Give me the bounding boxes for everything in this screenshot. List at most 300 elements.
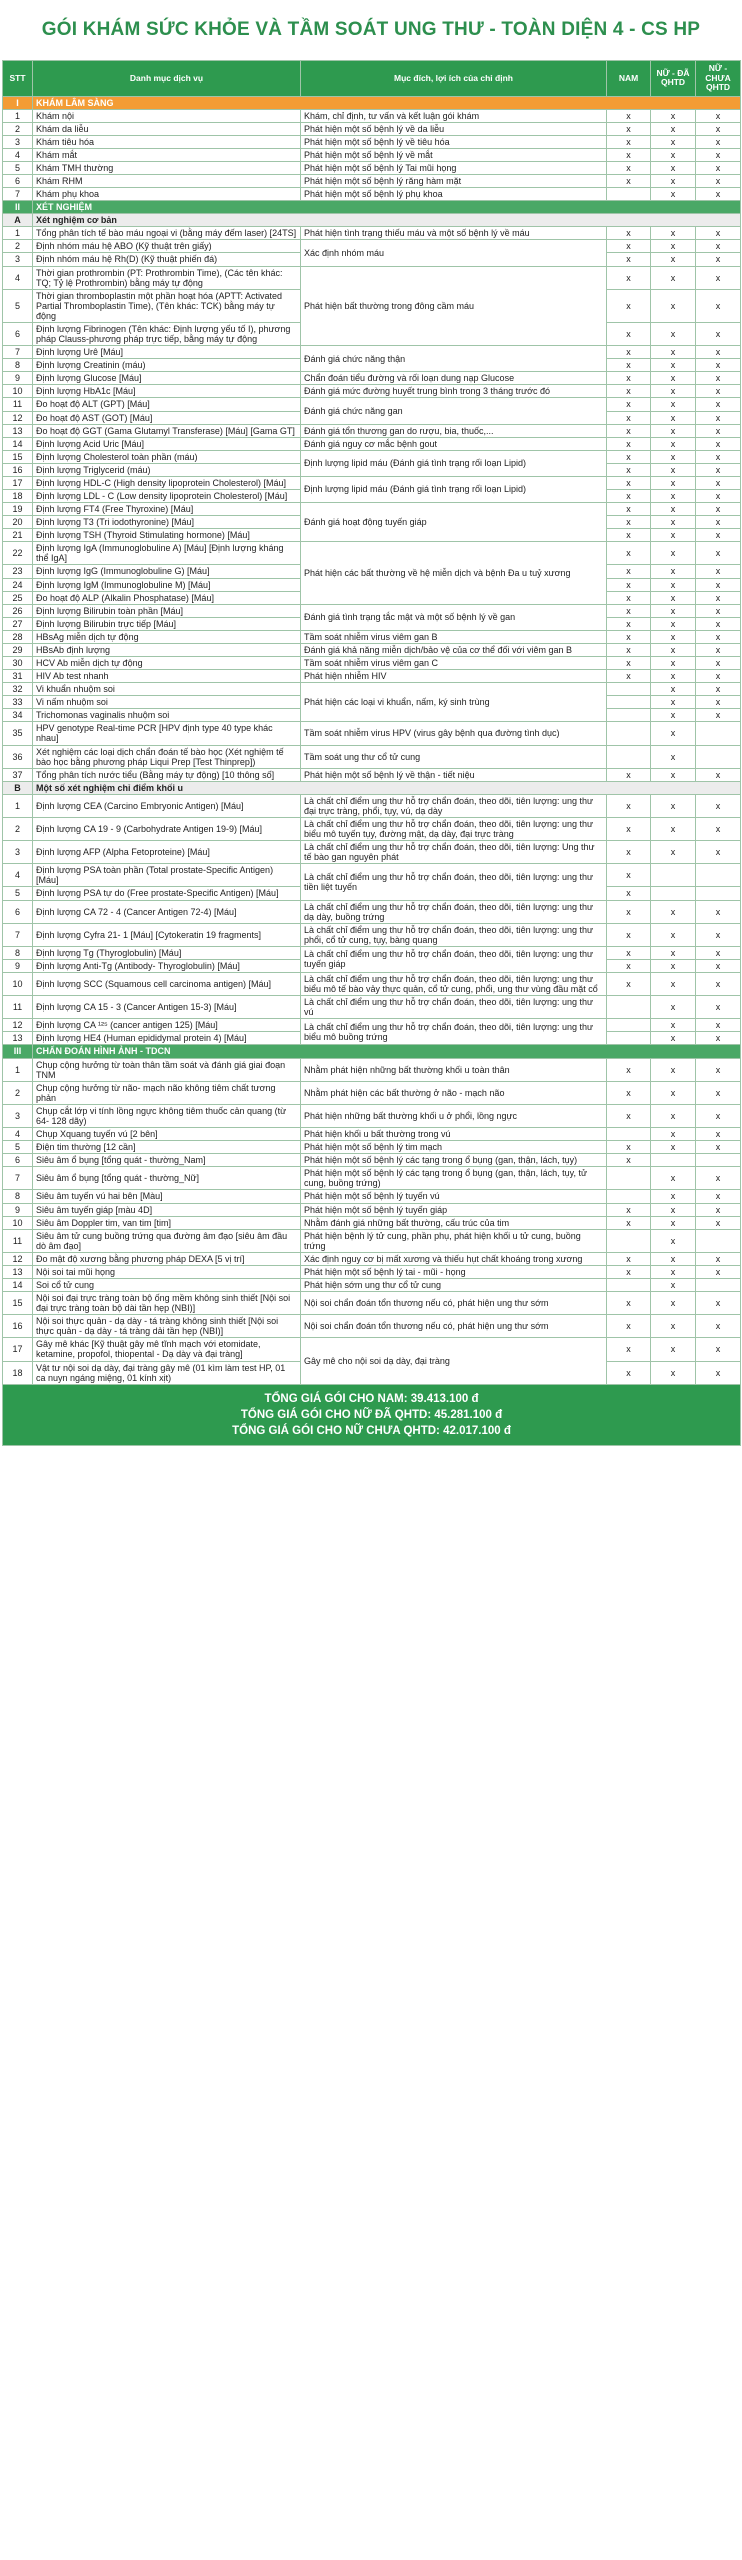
table-row bbox=[3, 227, 741, 240]
service-purpose: Tầm soát ung thư cổ tử cung bbox=[301, 745, 607, 768]
mark-nu-da-qhtd: x bbox=[651, 266, 696, 289]
table-row bbox=[3, 503, 741, 516]
mark-nu-chua-qhtd: x bbox=[696, 900, 741, 923]
mark-nu-da-qhtd: x bbox=[651, 542, 696, 565]
service-name: Khám TMH thường bbox=[33, 161, 301, 174]
service-purpose: Phát hiện sớm ung thư cổ tử cung bbox=[301, 1278, 607, 1291]
mark-nam: x bbox=[607, 946, 651, 959]
service-purpose: Là chất chỉ điểm ung thư hỗ trợ chẩn đoán, theo dõi, tiên lượng: Ung thư tế bào gan nguyên phát bbox=[301, 841, 607, 864]
row-number: 7 bbox=[3, 1167, 33, 1190]
service-name: Tổng phân tích tế bào máu ngoại vi (bằng máy đếm laser) [24TS] bbox=[33, 227, 301, 240]
table-row bbox=[3, 1203, 741, 1216]
table-row bbox=[3, 604, 741, 617]
table-row bbox=[3, 1292, 741, 1315]
service-purpose: Nội soi chẩn đoán tổn thương nếu có, phát hiện ung thư sớm bbox=[301, 1315, 607, 1338]
table-row bbox=[3, 1338, 741, 1361]
mark-nu-da-qhtd: x bbox=[651, 683, 696, 696]
mark-nu-da-qhtd: x bbox=[651, 424, 696, 437]
table-row bbox=[3, 346, 741, 359]
row-number: 29 bbox=[3, 643, 33, 656]
service-name: Xét nghiệm các loại dịch chẩn đoán tế bào học (Xét nghiệm tế bào học bằng phương pháp Liqui Prep [Test Thinprep]) bbox=[33, 745, 301, 768]
mark-nu-chua-qhtd: x bbox=[696, 683, 741, 696]
mark-nu-chua-qhtd: x bbox=[696, 516, 741, 529]
service-name: Định nhóm máu hệ Rh(D) (Kỹ thuật phiến đá) bbox=[33, 253, 301, 266]
mark-nam: x bbox=[607, 604, 651, 617]
row-number: 9 bbox=[3, 372, 33, 385]
row-number: 9 bbox=[3, 959, 33, 972]
service-purpose: Phát hiện một số bệnh lý về da liễu bbox=[301, 122, 607, 135]
mark-nu-chua-qhtd: x bbox=[696, 617, 741, 630]
mark-nam: x bbox=[607, 1292, 651, 1315]
service-name: Siêu âm tuyến vú hai bên [Màu] bbox=[33, 1190, 301, 1203]
table-row bbox=[3, 818, 741, 841]
mark-nu-da-qhtd: x bbox=[651, 1265, 696, 1278]
mark-nu-da-qhtd: x bbox=[651, 398, 696, 411]
table-row bbox=[3, 1167, 741, 1190]
mark-nu-chua-qhtd: x bbox=[696, 1216, 741, 1229]
mark-nu-da-qhtd: x bbox=[651, 946, 696, 959]
mark-nu-da-qhtd: x bbox=[651, 578, 696, 591]
section-number: B bbox=[3, 781, 33, 794]
service-name: Đo hoạt độ ALT (GPT) [Máu] bbox=[33, 398, 301, 411]
mark-nu-da-qhtd: x bbox=[651, 768, 696, 781]
mark-nu-da-qhtd: x bbox=[651, 1058, 696, 1081]
service-name: Định lượng IgA (Immunoglobuline A) [Máu] [Định lượng kháng thể IgA] bbox=[33, 542, 301, 565]
mark-nam: x bbox=[607, 794, 651, 817]
table-row bbox=[3, 398, 741, 411]
mark-nu-chua-qhtd: x bbox=[696, 1104, 741, 1127]
mark-nu-chua-qhtd: x bbox=[696, 109, 741, 122]
service-name: Định lượng IgG (Immunoglobuline G) [Máu] bbox=[33, 565, 301, 578]
mark-nu-chua-qhtd: x bbox=[696, 148, 741, 161]
mark-nu-chua-qhtd: x bbox=[696, 175, 741, 188]
mark-nam: x bbox=[607, 578, 651, 591]
service-name: Chụp cộng hưởng từ toàn thân tầm soát và đánh giá giai đoạn TNM bbox=[33, 1058, 301, 1081]
row-number: 17 bbox=[3, 476, 33, 489]
service-purpose: Đánh giá tổn thương gan do rượu, bia, thuốc,... bbox=[301, 424, 607, 437]
mark-nam: x bbox=[607, 768, 651, 781]
service-purpose: Phát hiện một số bệnh lý về mắt bbox=[301, 148, 607, 161]
mark-nu-chua-qhtd: x bbox=[696, 818, 741, 841]
mark-nu-da-qhtd: x bbox=[651, 745, 696, 768]
service-table bbox=[2, 60, 741, 1446]
service-purpose: Phát hiện bất thường trong đông cầm máu bbox=[301, 266, 607, 346]
service-purpose: Phát hiện một số bệnh lý răng hàm mặt bbox=[301, 175, 607, 188]
mark-nam: x bbox=[607, 643, 651, 656]
mark-nu-da-qhtd: x bbox=[651, 489, 696, 502]
mark-nu-da-qhtd: x bbox=[651, 841, 696, 864]
service-name: Nội soi thực quản - dạ dày - tá tràng không sinh thiết [Nội soi thực quản - dạ dày - tá tràng dải tần hẹp (NBI)] bbox=[33, 1315, 301, 1338]
service-name: Siêu âm Doppler tim, van tim [tim] bbox=[33, 1216, 301, 1229]
mark-nam: x bbox=[607, 900, 651, 923]
row-number: 33 bbox=[3, 696, 33, 709]
service-name: Đo hoạt độ AST (GOT) [Máu] bbox=[33, 411, 301, 424]
table-row bbox=[3, 542, 741, 565]
row-number: 23 bbox=[3, 565, 33, 578]
mark-nu-chua-qhtd: x bbox=[696, 1019, 741, 1032]
mark-nu-chua-qhtd: x bbox=[696, 1058, 741, 1081]
mark-nu-da-qhtd: x bbox=[651, 818, 696, 841]
section-title: XÉT NGHIỆM bbox=[33, 201, 741, 214]
mark-nu-da-qhtd: x bbox=[651, 1361, 696, 1384]
mark-nu-chua-qhtd: x bbox=[696, 1167, 741, 1190]
mark-nu-chua-qhtd bbox=[696, 887, 741, 900]
service-name: Định lượng HbA1c [Máu] bbox=[33, 385, 301, 398]
service-name: Định lượng FT4 (Free Thyroxine) [Máu] bbox=[33, 503, 301, 516]
service-name: Định lượng SCC (Squamous cell carcinoma antigen) [Máu] bbox=[33, 973, 301, 996]
mark-nu-chua-qhtd bbox=[696, 1154, 741, 1167]
row-number: 14 bbox=[3, 437, 33, 450]
row-number: 10 bbox=[3, 1216, 33, 1229]
mark-nu-da-qhtd: x bbox=[651, 604, 696, 617]
row-number: 9 bbox=[3, 1203, 33, 1216]
row-number: 8 bbox=[3, 1190, 33, 1203]
service-name: Định lượng T3 (Tri iodothyronine) [Máu] bbox=[33, 516, 301, 529]
row-number: 30 bbox=[3, 656, 33, 669]
mark-nu-chua-qhtd: x bbox=[696, 1190, 741, 1203]
mark-nam: x bbox=[607, 1252, 651, 1265]
mark-nam bbox=[607, 1190, 651, 1203]
service-purpose: Nhằm phát hiện những bất thường khối u toàn thân bbox=[301, 1058, 607, 1081]
mark-nam: x bbox=[607, 516, 651, 529]
mark-nu-da-qhtd bbox=[651, 1154, 696, 1167]
section-number: A bbox=[3, 214, 33, 227]
service-name: HBsAb định lượng bbox=[33, 643, 301, 656]
mark-nu-da-qhtd: x bbox=[651, 1032, 696, 1045]
mark-nam: x bbox=[607, 346, 651, 359]
service-purpose: Phát hiện một số bệnh lý tuyến giáp bbox=[301, 1203, 607, 1216]
service-purpose: Phát hiện một số bệnh lý Tai mũi họng bbox=[301, 161, 607, 174]
service-name: Định lượng CEA (Carcino Embryonic Antigen) [Máu] bbox=[33, 794, 301, 817]
mark-nu-chua-qhtd: x bbox=[696, 630, 741, 643]
row-number: 15 bbox=[3, 450, 33, 463]
mark-nu-chua-qhtd: x bbox=[696, 1292, 741, 1315]
mark-nu-da-qhtd: x bbox=[651, 959, 696, 972]
table-row bbox=[3, 1216, 741, 1229]
mark-nam: x bbox=[607, 973, 651, 996]
service-name: Định lượng LDL - C (Low density lipoprotein Cholesterol) [Máu] bbox=[33, 489, 301, 502]
mark-nu-da-qhtd: x bbox=[651, 372, 696, 385]
service-name: Khám RHM bbox=[33, 175, 301, 188]
mark-nu-chua-qhtd bbox=[696, 1278, 741, 1291]
service-purpose: Là chất chỉ điểm ung thư hỗ trợ chẩn đoán, theo dõi, tiên lượng: ung thư dạ dày, buồng trứng bbox=[301, 900, 607, 923]
mark-nu-da-qhtd: x bbox=[651, 529, 696, 542]
table-row bbox=[3, 900, 741, 923]
mark-nu-da-qhtd: x bbox=[651, 709, 696, 722]
mark-nam bbox=[607, 696, 651, 709]
mark-nu-chua-qhtd: x bbox=[696, 656, 741, 669]
mark-nu-chua-qhtd: x bbox=[696, 322, 741, 345]
mark-nam bbox=[607, 996, 651, 1019]
mark-nu-da-qhtd: x bbox=[651, 1338, 696, 1361]
mark-nu-chua-qhtd: x bbox=[696, 188, 741, 201]
table-row bbox=[3, 923, 741, 946]
mark-nu-chua-qhtd: x bbox=[696, 398, 741, 411]
service-purpose: Phát hiện những bất thường khối u ở phổi, lồng ngực bbox=[301, 1104, 607, 1127]
service-name: Định lượng Tg (Thyroglobulin) [Máu] bbox=[33, 946, 301, 959]
mark-nam: x bbox=[607, 240, 651, 253]
mark-nu-chua-qhtd: x bbox=[696, 385, 741, 398]
service-name: Định lượng AFP (Alpha Fetoproteine) [Máu] bbox=[33, 841, 301, 864]
table-row bbox=[3, 722, 741, 745]
service-name: Định lượng Cyfra 21- 1 [Máu] [Cytokeratin 19 fragments] bbox=[33, 923, 301, 946]
row-number: 3 bbox=[3, 1104, 33, 1127]
service-name: Chụp Xquang tuyến vú [2 bên] bbox=[33, 1128, 301, 1141]
mark-nam: x bbox=[607, 529, 651, 542]
mark-nu-chua-qhtd: x bbox=[696, 489, 741, 502]
mark-nam: x bbox=[607, 1081, 651, 1104]
service-name: Chụp cộng hưởng từ não- mạch não không tiêm chất tương phản bbox=[33, 1081, 301, 1104]
service-name: Điện tim thường [12 cần] bbox=[33, 1141, 301, 1154]
mark-nu-chua-qhtd: x bbox=[696, 1081, 741, 1104]
section-number: I bbox=[3, 96, 33, 109]
mark-nu-da-qhtd: x bbox=[651, 437, 696, 450]
mark-nu-da-qhtd: x bbox=[651, 591, 696, 604]
mark-nam: x bbox=[607, 398, 651, 411]
service-purpose: Phát hiện một số bệnh lý về thận - tiết niệu bbox=[301, 768, 607, 781]
service-name: Định lượng Bilirubin trực tiếp [Máu] bbox=[33, 617, 301, 630]
mark-nu-chua-qhtd: x bbox=[696, 542, 741, 565]
mark-nam: x bbox=[607, 818, 651, 841]
service-name: Thời gian prothrombin (PT: Prothrombin Time), (Các tên khác: TQ; Tỷ lệ Prothrombin) bằng máy tự động bbox=[33, 266, 301, 289]
mark-nu-da-qhtd: x bbox=[651, 630, 696, 643]
mark-nu-chua-qhtd: x bbox=[696, 1338, 741, 1361]
row-number: 27 bbox=[3, 617, 33, 630]
mark-nu-da-qhtd: x bbox=[651, 122, 696, 135]
mark-nu-da-qhtd: x bbox=[651, 227, 696, 240]
mark-nu-chua-qhtd: x bbox=[696, 529, 741, 542]
mark-nam: x bbox=[607, 489, 651, 502]
service-purpose: Đánh giá chức năng gan bbox=[301, 398, 607, 424]
table-row bbox=[3, 450, 741, 463]
mark-nu-da-qhtd: x bbox=[651, 450, 696, 463]
mark-nam: x bbox=[607, 148, 651, 161]
row-number: 18 bbox=[3, 1361, 33, 1384]
service-name: Định lượng CA ¹²⁵ (cancer antigen 125) [Máu] bbox=[33, 1019, 301, 1032]
row-number: 12 bbox=[3, 1019, 33, 1032]
mark-nu-chua-qhtd: x bbox=[696, 696, 741, 709]
service-purpose: Nhằm đánh giá những bất thường, cấu trúc của tim bbox=[301, 1216, 607, 1229]
table-row bbox=[3, 476, 741, 489]
service-name: Nội soi đại trực tràng toàn bộ ống mềm không sinh thiết [Nội soi đại trực tràng toàn bộ dài tần hẹp (NBI)] bbox=[33, 1292, 301, 1315]
total-nu-chua-qhtd: TỔNG GIÁ GÓI CHO NỮ CHƯA QHTD: 42.017.100 đ bbox=[232, 1424, 511, 1437]
mark-nu-da-qhtd: x bbox=[651, 503, 696, 516]
service-name: Vi nấm nhuộm soi bbox=[33, 696, 301, 709]
mark-nu-da-qhtd: x bbox=[651, 1252, 696, 1265]
mark-nu-da-qhtd: x bbox=[651, 617, 696, 630]
mark-nu-chua-qhtd: x bbox=[696, 591, 741, 604]
service-purpose: Phát hiện một số bệnh lý tuyến vú bbox=[301, 1190, 607, 1203]
mark-nam: x bbox=[607, 385, 651, 398]
row-number: 19 bbox=[3, 503, 33, 516]
mark-nu-chua-qhtd: x bbox=[696, 1032, 741, 1045]
mark-nu-chua-qhtd: x bbox=[696, 1361, 741, 1384]
service-purpose: Tầm soát nhiễm virus HPV (virus gây bệnh qua đường tình dục) bbox=[301, 722, 607, 745]
mark-nu-chua-qhtd: x bbox=[696, 670, 741, 683]
row-number: 8 bbox=[3, 946, 33, 959]
row-number: 4 bbox=[3, 864, 33, 887]
row-number: 15 bbox=[3, 1292, 33, 1315]
mark-nam: x bbox=[607, 161, 651, 174]
section-title: CHẨN ĐOÁN HÌNH ẢNH - TDCN bbox=[33, 1045, 741, 1058]
table-row bbox=[3, 670, 741, 683]
service-purpose: Khám, chỉ định, tư vấn và kết luận gói khám bbox=[301, 109, 607, 122]
mark-nam: x bbox=[607, 1265, 651, 1278]
mark-nu-da-qhtd: x bbox=[651, 516, 696, 529]
mark-nu-chua-qhtd: x bbox=[696, 359, 741, 372]
row-number: 6 bbox=[3, 322, 33, 345]
service-purpose: Là chất chỉ điểm ung thư hỗ trợ chẩn đoán, theo dõi, tiên lượng: ung thư biểu mô tế bào vảy thực quản, cổ tử cung, phổi, ung thư vùng đầu mặt cổ bbox=[301, 973, 607, 996]
mark-nu-da-qhtd: x bbox=[651, 1292, 696, 1315]
mark-nu-chua-qhtd: x bbox=[696, 1265, 741, 1278]
service-purpose: Phát hiện một số bệnh lý tai - mũi - họng bbox=[301, 1265, 607, 1278]
section-title: KHÁM LÂM SÀNG bbox=[33, 96, 741, 109]
mark-nu-chua-qhtd: x bbox=[696, 161, 741, 174]
service-purpose: Phát hiện các loại vi khuẩn, nấm, ký sinh trùng bbox=[301, 683, 607, 722]
mark-nu-chua-qhtd: x bbox=[696, 841, 741, 864]
row-number: 6 bbox=[3, 900, 33, 923]
row-number: 3 bbox=[3, 253, 33, 266]
service-name: Đo hoạt độ ALP (Alkalin Phosphatase) [Máu] bbox=[33, 591, 301, 604]
service-name: Đo mật độ xương bằng phương pháp DEXA [5 vị trí] bbox=[33, 1252, 301, 1265]
service-purpose: Tầm soát nhiễm virus viêm gan C bbox=[301, 656, 607, 669]
mark-nu-chua-qhtd: x bbox=[696, 122, 741, 135]
service-name: Định lượng PSA tự do (Free prostate-Specific Antigen) [Máu] bbox=[33, 887, 301, 900]
mark-nam: x bbox=[607, 503, 651, 516]
mark-nam: x bbox=[607, 670, 651, 683]
row-number: 2 bbox=[3, 122, 33, 135]
service-name: Thời gian thromboplastin một phần hoạt hóa (APTT: Activated Partial Thromboplastin Time), (Tên khác: TCK) bằng máy tự động bbox=[33, 289, 301, 322]
mark-nam bbox=[607, 1128, 651, 1141]
table-row bbox=[3, 1019, 741, 1032]
subsection-row bbox=[3, 781, 741, 794]
mark-nam: x bbox=[607, 1154, 651, 1167]
mark-nu-da-qhtd: x bbox=[651, 1167, 696, 1190]
row-number: 13 bbox=[3, 1265, 33, 1278]
service-name: Đo hoạt độ GGT (Gama Glutamyl Transferase) [Máu] [Gama GT] bbox=[33, 424, 301, 437]
mark-nu-chua-qhtd: x bbox=[696, 1141, 741, 1154]
table-row bbox=[3, 135, 741, 148]
service-name: Soi cổ tử cung bbox=[33, 1278, 301, 1291]
mark-nu-chua-qhtd: x bbox=[696, 1252, 741, 1265]
row-number: 16 bbox=[3, 463, 33, 476]
service-purpose: Phát hiện bệnh lý tử cung, phần phụ, phát hiện khối u tử cung, buồng trứng bbox=[301, 1229, 607, 1252]
row-number: 6 bbox=[3, 1154, 33, 1167]
mark-nu-da-qhtd: x bbox=[651, 565, 696, 578]
row-number: 26 bbox=[3, 604, 33, 617]
service-name: Khám da liễu bbox=[33, 122, 301, 135]
mark-nu-chua-qhtd bbox=[696, 864, 741, 887]
row-number: 3 bbox=[3, 841, 33, 864]
service-name: Khám phụ khoa bbox=[33, 188, 301, 201]
table-row bbox=[3, 745, 741, 768]
table-row bbox=[3, 424, 741, 437]
mark-nu-chua-qhtd: x bbox=[696, 135, 741, 148]
mark-nu-da-qhtd: x bbox=[651, 135, 696, 148]
service-name: Định lượng Creatinin (máu) bbox=[33, 359, 301, 372]
totals-cell bbox=[3, 1384, 741, 1445]
mark-nu-chua-qhtd: x bbox=[696, 424, 741, 437]
mark-nu-da-qhtd: x bbox=[651, 1315, 696, 1338]
section-row bbox=[3, 201, 741, 214]
row-number: 11 bbox=[3, 996, 33, 1019]
mark-nam: x bbox=[607, 1338, 651, 1361]
table-row bbox=[3, 161, 741, 174]
row-number: 4 bbox=[3, 148, 33, 161]
mark-nam bbox=[607, 1278, 651, 1291]
row-number: 20 bbox=[3, 516, 33, 529]
mark-nu-chua-qhtd: x bbox=[696, 565, 741, 578]
service-name: Khám nội bbox=[33, 109, 301, 122]
service-name: Siêu âm tuyến giáp [màu 4D] bbox=[33, 1203, 301, 1216]
service-name: Siêu âm ổ bụng [tổng quát - thường_Nam] bbox=[33, 1154, 301, 1167]
row-number: 25 bbox=[3, 591, 33, 604]
service-name: Định nhóm máu hệ ABO (Kỹ thuật trên giấy) bbox=[33, 240, 301, 253]
table-row bbox=[3, 794, 741, 817]
row-number: 7 bbox=[3, 923, 33, 946]
service-purpose: Phát hiện nhiễm HIV bbox=[301, 670, 607, 683]
service-purpose: Đánh giá khả năng miễn dịch/bảo vệ của cơ thể đối với viêm gan B bbox=[301, 643, 607, 656]
table-row bbox=[3, 1315, 741, 1338]
section-number: III bbox=[3, 1045, 33, 1058]
mark-nu-chua-qhtd: x bbox=[696, 1203, 741, 1216]
mark-nu-chua-qhtd: x bbox=[696, 959, 741, 972]
mark-nu-chua-qhtd: x bbox=[696, 463, 741, 476]
mark-nu-chua-qhtd: x bbox=[696, 946, 741, 959]
table-row bbox=[3, 683, 741, 696]
mark-nam bbox=[607, 709, 651, 722]
table-row bbox=[3, 188, 741, 201]
table-row bbox=[3, 1252, 741, 1265]
service-name: Chụp cắt lớp vi tính lồng ngực không tiêm thuốc cản quang (từ 64- 128 dãy) bbox=[33, 1104, 301, 1127]
mark-nu-chua-qhtd: x bbox=[696, 411, 741, 424]
service-purpose: Chẩn đoán tiểu đường và rối loạn dung nạp Glucose bbox=[301, 372, 607, 385]
mark-nam: x bbox=[607, 289, 651, 322]
mark-nu-da-qhtd: x bbox=[651, 322, 696, 345]
mark-nam bbox=[607, 188, 651, 201]
header-purpose: Mục đích, lợi ích của chỉ định bbox=[301, 61, 607, 97]
row-number: 4 bbox=[3, 1128, 33, 1141]
header-nam: NAM bbox=[607, 61, 651, 97]
service-purpose: Nhằm phát hiện các bất thường ở não - mạch não bbox=[301, 1081, 607, 1104]
mark-nu-chua-qhtd: x bbox=[696, 227, 741, 240]
row-number: 5 bbox=[3, 887, 33, 900]
service-purpose: Phát hiện một số bệnh lý các tạng trong ổ bụng (gan, thận, lách, tụy, tử cung, buồng trứng) bbox=[301, 1167, 607, 1190]
mark-nam: x bbox=[607, 266, 651, 289]
mark-nu-da-qhtd: x bbox=[651, 385, 696, 398]
mark-nu-chua-qhtd: x bbox=[696, 266, 741, 289]
mark-nam: x bbox=[607, 923, 651, 946]
section-number: II bbox=[3, 201, 33, 214]
section-row bbox=[3, 96, 741, 109]
row-number: 35 bbox=[3, 722, 33, 745]
mark-nam: x bbox=[607, 359, 651, 372]
row-number: 11 bbox=[3, 1229, 33, 1252]
mark-nu-da-qhtd: x bbox=[651, 346, 696, 359]
mark-nam: x bbox=[607, 424, 651, 437]
row-number: 5 bbox=[3, 289, 33, 322]
row-number: 36 bbox=[3, 745, 33, 768]
service-purpose: Phát hiện một số bệnh lý tim mạch bbox=[301, 1141, 607, 1154]
mark-nu-da-qhtd: x bbox=[651, 670, 696, 683]
row-number: 12 bbox=[3, 1252, 33, 1265]
mark-nu-da-qhtd: x bbox=[651, 794, 696, 817]
mark-nu-chua-qhtd bbox=[696, 745, 741, 768]
row-number: 7 bbox=[3, 188, 33, 201]
service-purpose: Phát hiện các bất thường về hệ miễn dịch và bệnh Đa u tuỷ xương bbox=[301, 542, 607, 604]
table-row bbox=[3, 946, 741, 959]
service-purpose: Là chất chỉ điểm ung thư hỗ trợ chẩn đoán, theo dõi, tiên lượng: ung thư vú bbox=[301, 996, 607, 1019]
